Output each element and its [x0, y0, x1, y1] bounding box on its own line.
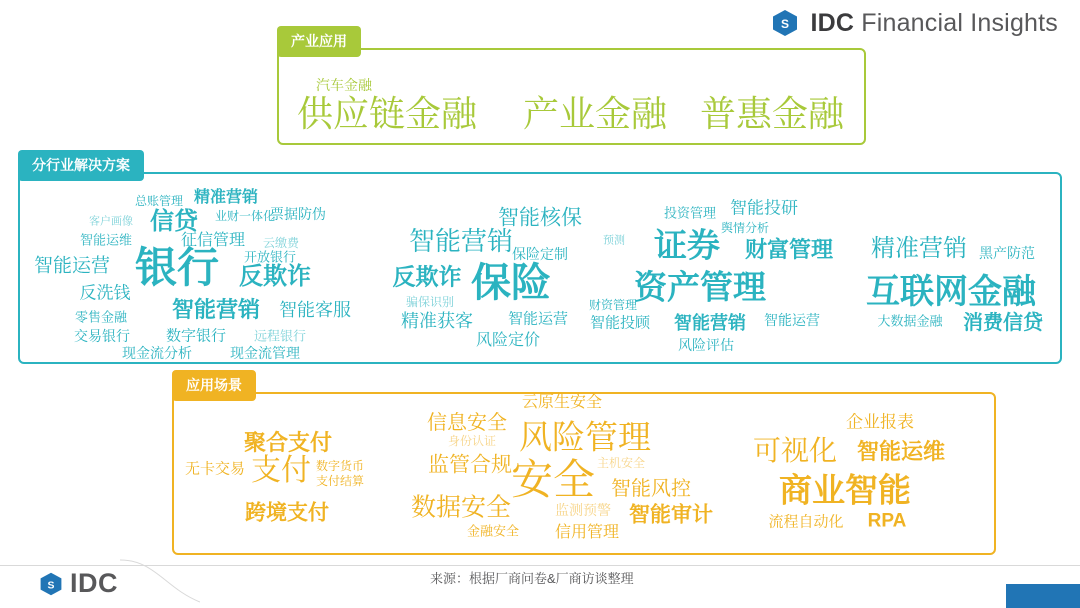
footer-brand — [38, 568, 118, 599]
word-cloud-term: 智能营销 — [674, 313, 746, 333]
word-cloud-term: 保险 — [471, 261, 551, 305]
word-cloud-term: 反欺诈 — [392, 263, 462, 290]
word-cloud-term: 保险定制 — [512, 246, 568, 262]
word-cloud-term: 主机安全 — [596, 456, 646, 470]
word-cloud-term: 征信管理 — [180, 232, 246, 249]
word-cloud-term: 普惠金融 — [699, 93, 845, 134]
idc-hex-logo-icon — [38, 571, 64, 597]
word-cloud-term: 监管合规 — [428, 453, 512, 477]
word-cloud-term: 云缴费 — [262, 236, 300, 250]
word-cloud-term: 开放银行 — [243, 249, 297, 265]
word-cloud-term: 互联网金融 — [866, 273, 1036, 311]
word-cloud-term: 安全 — [510, 456, 596, 503]
word-cloud-term: 财富管理 — [744, 237, 834, 262]
word-cloud-term: 智能运维 — [79, 232, 133, 248]
word-cloud-term: 风险定价 — [475, 332, 541, 349]
footer-accent-block — [1006, 584, 1080, 608]
word-cloud-term: 财资管理 — [588, 298, 638, 312]
word-cloud-term: 支付结算 — [315, 474, 365, 488]
word-cloud-term: 企业报表 — [846, 412, 914, 432]
word-cloud-term: 数字货币 — [315, 459, 365, 473]
word-cloud-term: 资产管理 — [634, 268, 766, 306]
svg-text:S: S — [47, 579, 55, 591]
industry-section-label: 产业应用 — [277, 26, 361, 57]
word-cloud-term: 支付 — [251, 454, 311, 487]
word-cloud-term: 产业金融 — [522, 93, 668, 134]
word-cloud-term: 精准获客 — [401, 311, 473, 331]
word-cloud-term: 投资管理 — [663, 205, 717, 221]
word-cloud-term: 风险管理 — [519, 418, 651, 456]
word-cloud-term: 智能客服 — [279, 300, 351, 320]
word-cloud-term: 智能投顾 — [589, 314, 651, 332]
word-cloud-term: 智能核保 — [498, 206, 582, 230]
word-cloud-term: 无卡交易 — [184, 460, 246, 478]
word-cloud-term: 云原生安全 — [521, 394, 603, 411]
word-cloud-term: 商业智能 — [779, 471, 911, 509]
brand-rest-text: Financial Insights — [854, 8, 1058, 37]
word-cloud-term: 供应链金融 — [296, 93, 478, 134]
word-cloud-term: 银行 — [134, 244, 220, 291]
word-cloud-term: 黑产防范 — [979, 245, 1035, 261]
word-cloud-term: 数字银行 — [165, 327, 227, 345]
idc-hex-logo-icon — [770, 8, 800, 38]
brand-title — [810, 9, 1058, 38]
word-cloud-term: 信用管理 — [554, 524, 620, 541]
word-cloud-term: 大数据金融 — [877, 313, 943, 329]
word-cloud-term: 舆情分析 — [720, 221, 770, 235]
brand-idc-text: IDC — [810, 8, 855, 37]
word-cloud-term: 智能运营 — [507, 310, 569, 328]
word-cloud-term: 票据防伪 — [270, 206, 326, 222]
footer-idc-text: IDC — [70, 568, 118, 598]
word-cloud-term: 证券 — [654, 226, 720, 264]
word-cloud-term: 风险评估 — [678, 337, 734, 353]
word-cloud-term: 跨境支付 — [245, 501, 329, 525]
word-cloud-term: 智能审计 — [629, 503, 713, 527]
word-cloud-term: 智能运营 — [33, 255, 111, 277]
footer-source-note: 来源：根据厂商问卷&厂商访谈整理 — [430, 571, 634, 586]
word-cloud-term: 智能运维 — [856, 439, 946, 464]
word-cloud-term: 反洗钱 — [79, 283, 131, 303]
word-cloud-term: 智能营销 — [408, 226, 514, 256]
word-cloud-term: 骗保识别 — [405, 295, 455, 309]
word-cloud-term: 反欺诈 — [239, 263, 311, 290]
word-cloud-term: 汽车金融 — [316, 77, 372, 93]
word-cloud-term: 智能投研 — [730, 198, 798, 218]
word-cloud-term: 交易银行 — [74, 328, 130, 344]
word-cloud-term: 流程自动化 — [768, 513, 844, 531]
word-cloud-term: 总账管理 — [134, 194, 184, 208]
solution-section-label: 分行业解决方案 — [18, 150, 144, 181]
word-cloud-term: 信息安全 — [427, 412, 507, 434]
word-cloud-term: 客户画像 — [89, 215, 133, 228]
word-cloud-term: 可视化 — [752, 435, 838, 466]
brand-header — [770, 8, 1058, 38]
word-cloud-term: 聚合支付 — [243, 430, 333, 455]
word-cloud-term: 精准营销 — [871, 235, 967, 262]
word-cloud-term: 金融安全 — [466, 523, 520, 539]
word-cloud-term: 零售金融 — [74, 309, 128, 325]
word-cloud-term: 智能运营 — [764, 312, 820, 328]
scenario-section-label: 应用场景 — [172, 370, 256, 401]
word-cloud-term: 远程银行 — [253, 328, 307, 344]
word-cloud-term: 智能营销 — [171, 297, 261, 322]
word-cloud-term: 现金流分析 — [122, 345, 192, 361]
word-cloud-term: 现金流管理 — [230, 345, 300, 361]
word-cloud-term: 消费信贷 — [963, 312, 1043, 334]
word-cloud-term: 智能风控 — [611, 478, 691, 500]
word-cloud-term: 身份认证 — [447, 434, 497, 448]
svg-text:S: S — [781, 17, 790, 31]
word-cloud-term: 监测预警 — [555, 502, 611, 518]
word-cloud-term: 业财一体化 — [214, 209, 276, 223]
word-cloud-term: 数据安全 — [410, 493, 512, 522]
footer-curve-decoration — [120, 558, 200, 608]
word-cloud-term: RPA — [867, 510, 907, 532]
word-cloud-term: 预测 — [603, 234, 625, 247]
word-cloud-term: 信贷 — [150, 208, 198, 235]
word-cloud-term: 精准营销 — [193, 189, 259, 206]
